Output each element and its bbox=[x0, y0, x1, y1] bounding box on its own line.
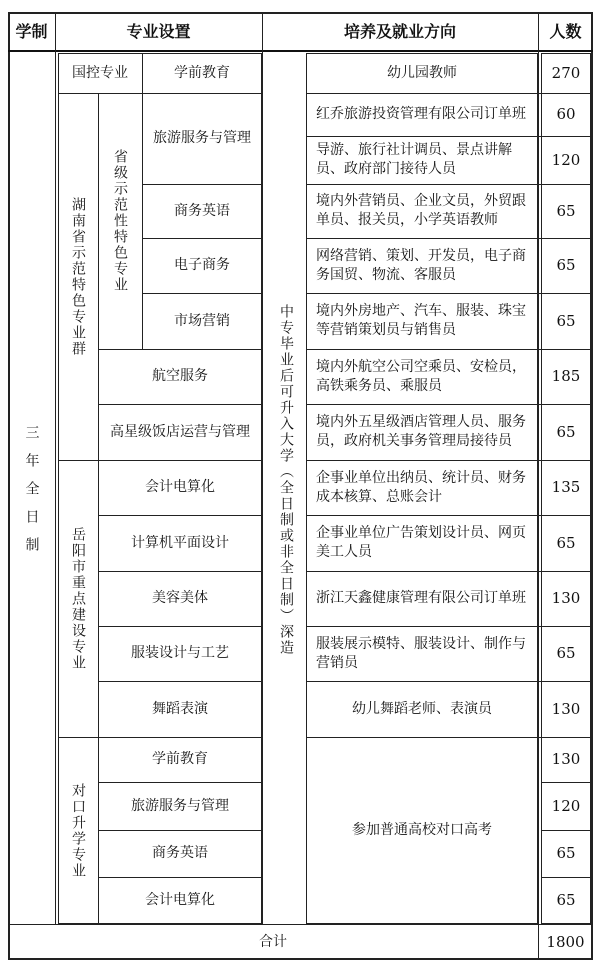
count-cell: 65 bbox=[556, 201, 576, 220]
divider-major bbox=[262, 12, 263, 924]
direction-cell: 导游、旅行社计调员、景点讲解员、政府部门接待人员 bbox=[316, 142, 512, 177]
major-cell: 学前教育 bbox=[152, 751, 208, 767]
header-count: 人数 bbox=[549, 21, 582, 41]
major-cell: 市场营销 bbox=[174, 312, 230, 329]
major-cell: 商务英语 bbox=[174, 202, 230, 219]
major-cell: 航空服务 bbox=[152, 368, 208, 384]
direction-cell: 服装展示模特、服装设计、制作与营销员 bbox=[316, 635, 526, 671]
major-cell: 旅游服务与管理 bbox=[153, 130, 251, 146]
header-divider bbox=[8, 50, 593, 52]
count-cell: 65 bbox=[556, 891, 576, 909]
direction-cell: 境内外航空公司空乘员、安检员，高铁乘务员、乘服员 bbox=[316, 358, 526, 394]
count-cell: 270 bbox=[551, 63, 581, 82]
count-cell: 120 bbox=[551, 796, 581, 815]
direction-cell: 境内外营销员、企业文员，外贸跟单员、报关员，小学英语教师 bbox=[316, 193, 526, 228]
count-cell: 135 bbox=[551, 478, 581, 496]
duikou-direction: 参加普通高校对口高考 bbox=[352, 822, 492, 838]
direction-cell: 境内外五星级酒店管理人员、服务员，政府机关事务管理局接待员 bbox=[316, 414, 526, 449]
direction-cell: 境内外房地产、汽车、服装、珠宝等营销策划员与销售员 bbox=[316, 303, 526, 338]
system-label: 三年全日制 bbox=[23, 425, 40, 565]
direction-cell: 网络营销、策划、开发员，电子商务国贸、物流、客服员 bbox=[316, 247, 526, 283]
header-system: 学制 bbox=[15, 21, 48, 41]
count-cell: 65 bbox=[556, 844, 576, 862]
divider-system bbox=[55, 12, 56, 924]
count-cell: 65 bbox=[556, 644, 576, 662]
count-cell: 65 bbox=[556, 256, 576, 274]
count-cell: 185 bbox=[551, 367, 581, 385]
major-cell: 旅游服务与管理 bbox=[131, 797, 229, 814]
count-cell: 65 bbox=[556, 422, 576, 441]
header-direction: 培养及就业方向 bbox=[343, 21, 456, 41]
header-major: 专业设置 bbox=[126, 21, 191, 41]
direction-cell: 企事业单位广告策划设计员、网页美工人员 bbox=[316, 525, 526, 560]
direction-cell: 企事业单位出纳员、统计员、财务成本核算、总账会计 bbox=[316, 469, 526, 505]
group-duikou: 对口升学专业 bbox=[70, 782, 86, 879]
count-cell: 65 bbox=[556, 533, 576, 552]
major-cell: 学前教育 bbox=[174, 64, 230, 81]
count-cell: 60 bbox=[556, 105, 576, 123]
total-count: 1800 bbox=[546, 932, 585, 951]
group-hunan: 湖南省示范特色专业群 bbox=[70, 196, 86, 357]
major-cell: 高星级饭店运营与管理 bbox=[110, 423, 250, 440]
total-label: 合计 bbox=[259, 933, 287, 950]
group-provincial: 省级示范性特色专业 bbox=[112, 149, 128, 293]
major-cell: 会计电算化 bbox=[145, 479, 215, 495]
major-cell: 会计电算化 bbox=[145, 892, 215, 908]
count-cell: 130 bbox=[551, 589, 581, 607]
further-study-text: 中专毕业后可升入大学（全日制或非全日制）深造 bbox=[278, 304, 294, 656]
major-cell: 电子商务 bbox=[174, 257, 230, 273]
divider-count bbox=[538, 12, 539, 960]
group-yueyang: 岳阳市重点建设专业 bbox=[70, 526, 86, 671]
major-cell: 服装设计与工艺 bbox=[131, 645, 229, 661]
direction-cell: 幼儿舞蹈老师、表演员 bbox=[352, 700, 492, 717]
major-cell: 美容美体 bbox=[152, 590, 208, 606]
count-cell: 120 bbox=[551, 150, 581, 169]
count-cell: 65 bbox=[556, 311, 576, 330]
count-cell: 130 bbox=[551, 750, 581, 768]
direction-cell: 红乔旅游投资管理有限公司订单班 bbox=[316, 106, 526, 122]
group-national: 国控专业 bbox=[72, 64, 128, 81]
direction-cell: 浙江天鑫健康管理有限公司订单班 bbox=[316, 590, 526, 606]
direction-cell: 幼儿园教师 bbox=[387, 64, 457, 81]
major-cell: 商务英语 bbox=[152, 845, 208, 861]
count-cell: 130 bbox=[551, 699, 581, 718]
major-cell: 计算机平面设计 bbox=[131, 534, 229, 551]
major-cell: 舞蹈表演 bbox=[152, 700, 208, 717]
